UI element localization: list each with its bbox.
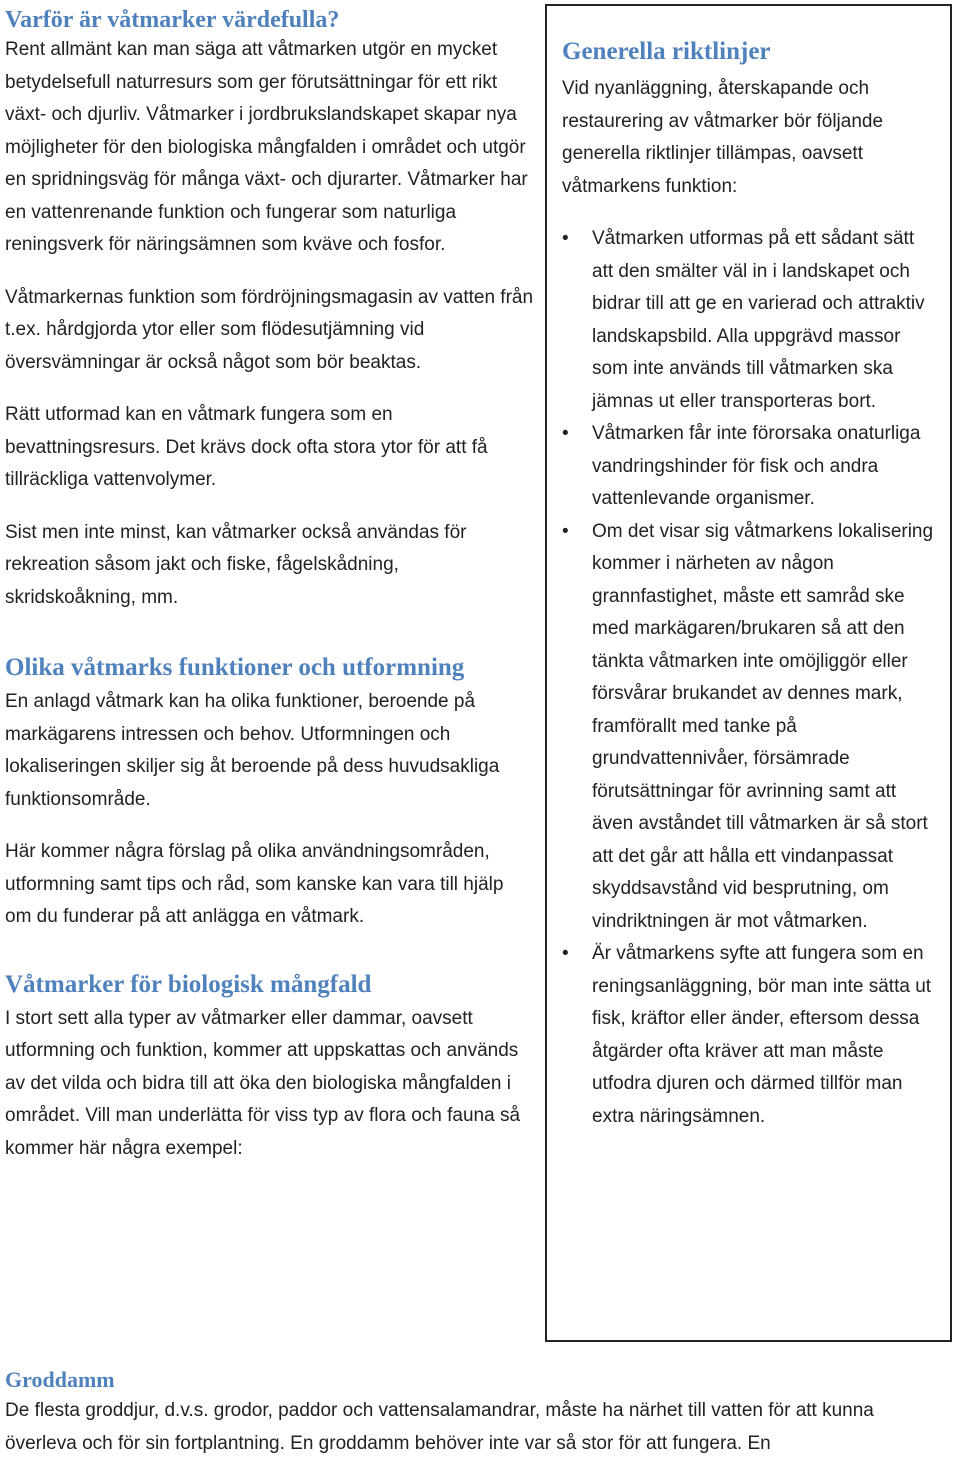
intro-paragraph: Rent allmänt kan man säga att våtmarken utgör en mycket betydelsefull naturresurs som ger förutsättningar för ett rikt växt- och djurliv. Våtmarker i jordbrukslandskapet skapar nya möjligheter för den biologiska mångfalden i området och utgör en spridningsväg för många växt- och djurarter. Våtmarker har en vattenrenande funktion och fungerar som naturliga reningsverk för näringsämnen som kväve och fosfor.: [5, 39, 528, 255]
groddamm-heading: Groddamm: [5, 1367, 115, 1392]
guidelines-heading: Generella riktlinjer: [562, 38, 771, 65]
biodiversity-paragraph: I stort sett alla typer av våtmarker eller dammar, oavsett utformning och funktion, kommer att uppskattas och används av det vilda och bidra till att öka den biologiska mångfalden i området. Vill man underlätta för viss typ av flora och fauna så kommer här några exempel:: [5, 1007, 521, 1159]
bullet-icon: •: [562, 423, 569, 444]
list-item: [562, 418, 935, 516]
groddamm-paragraph: De flesta groddjur, d.v.s. grodor, paddor och vattensalamandrar, måste ha närhet till vatten för att kunna överleva och för sin fortplantning. En groddamm behöver inte var så stor för att fungera. En: [5, 1400, 874, 1454]
section-heading-functions: Olika våtmarks funktioner och utformning: [5, 654, 465, 681]
list-item: [562, 938, 935, 1133]
bullet-icon: •: [562, 943, 569, 964]
list-item-text: Om det visar sig våtmarkens lokalisering kommer i närheten av någon grannfastighet, måste ett samråd ske med markägaren/brukaren så att den tänkta våtmarken inte omöjliggör eller försvårar brukandet av dennes mark, framförallt med tanke på grundvattennivåer, försämrade förutsättningar för avrinning samt att även avståndet till våtmarken är så stort att det går att hålla ett vindanpassat skyddsavstånd vid besprutning, om vindriktningen är mot våtmarken.: [592, 520, 934, 932]
list-item-text: Våtmarken får inte förorsaka onaturliga vandringshinder för fisk och andra vattenlevande organismer.: [592, 423, 921, 509]
guidelines-list: [562, 223, 935, 1133]
irrigation-paragraph: Rätt utformad kan en våtmark fungera som en bevattningsresurs. Det krävs dock ofta stora ytor för att få tillräckliga vattenvolymer.: [5, 404, 488, 490]
guidelines-intro: Vid nyanläggning, återskapande och restaurering av våtmarker bör följande generella riktlinjer tillämpas, oavsett våtmarkens funktion:: [562, 78, 884, 197]
bullet-icon: •: [562, 228, 569, 249]
retention-paragraph: Våtmarkernas funktion som fördröjningsmagasin av vatten från t.ex. hårdgjorda ytor eller som flödesutjämning vid översvämningar är också något som bör beaktas.: [5, 286, 534, 373]
section-heading-biodiversity: Våtmarker för biologisk mångfald: [5, 970, 372, 998]
left-column: [5, 6, 535, 1165]
bottom-section: [5, 1365, 945, 1460]
list-item: [562, 223, 935, 418]
list-item-text: Är våtmarkens syfte att fungera som en reningsanläggning, bör man inte sätta ut fisk, kräftor eller änder, eftersom dessa åtgärder ofta kräver att man måste utfodra djuren och därmed tillför man extra näringsämnen.: [592, 943, 932, 1127]
list-item: [562, 516, 935, 939]
list-item-text: Våtmarken utformas på ett sådant sätt att den smälter väl in i landskapet och bidrar till att ge en varierad och attraktiv landskapsbild. Alla uppgrävd massor som inte används till våtmarken ska jämnas ut eller transporteras bort.: [592, 228, 925, 412]
recreation-paragraph: Sist men inte minst, kan våtmarker också användas för rekreation såsom jakt och fiske, fågelskådning, skridskoåkning, mm.: [5, 521, 467, 608]
bullet-icon: •: [562, 520, 569, 542]
guidelines-box: [545, 4, 952, 1342]
suggestions-paragraph: Här kommer några förslag på olika användningsområden, utformning samt tips och råd, som kanske kan vara till hjälp om du funderar på att anlägga en våtmark.: [5, 841, 504, 927]
page-title: Varför är våtmarker värdefulla?: [5, 7, 340, 33]
functions-paragraph: En anlagd våtmark kan ha olika funktioner, beroende på markägarens intressen och behov. Utformningen och lokaliseringen skiljer sig åt beroende på dess huvudsakliga funktionsområde.: [5, 691, 500, 810]
